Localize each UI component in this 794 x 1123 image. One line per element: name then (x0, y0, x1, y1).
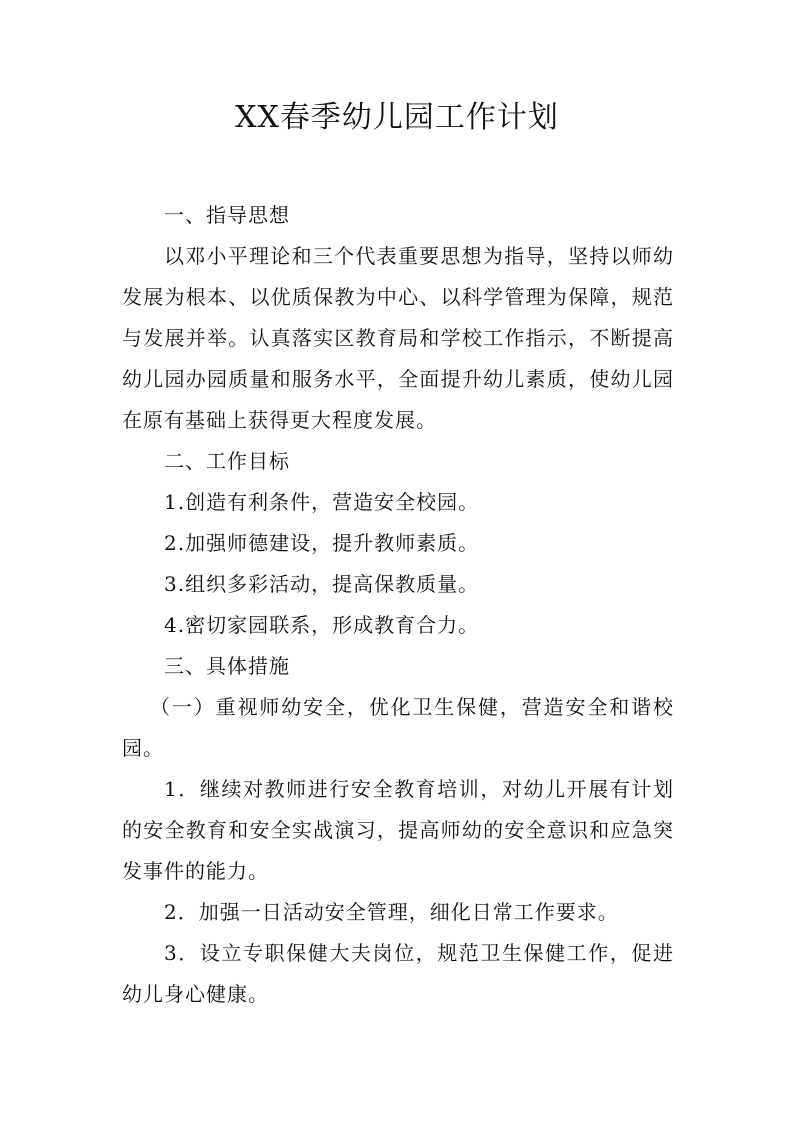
document-title: XX春季幼儿园工作计划 (235, 100, 559, 135)
section-heading-specific-measures: 三、具体措施 (164, 654, 290, 678)
goal-item: 1.创造有利条件，营造安全校园。 (164, 490, 480, 514)
goal-item: 2.加强师德建设，提升教师素质。 (164, 531, 480, 555)
goal-item: 3.组织多彩活动，提高保教质量。 (164, 572, 480, 596)
goal-item: 4.密切家园联系，形成教育合力。 (164, 613, 480, 637)
measure-paragraph: 1．继续对教师进行安全教育培训，对幼儿开展有计划的安全教育和安全实战演习，提高师幼的安全意识和应急突发事件的能力。 (122, 777, 674, 883)
section-heading-work-goals: 二、工作目标 (164, 449, 290, 473)
subsection-heading-safety: （一）重视师幼安全，优化卫生保健，营造安全和谐校园。 (122, 695, 674, 760)
section-heading-guiding-thought: 一、指导思想 (164, 203, 290, 227)
guiding-thought-paragraph: 以邓小平理论和三个代表重要思想为指导，坚持以师幼发展为根本、以优质保教为中心、以科学管理为保障，规范与发展并举。认真落实区教育局和学校工作指示，不断提高幼儿园办园质量和服务水平，全面提升幼儿素质，使幼儿园在原有基础上获得更大程度发展。 (122, 244, 674, 432)
measure-paragraph: 2．加强一日活动安全管理，细化日常工作要求。 (164, 900, 619, 924)
measure-paragraph: 3．设立专职保健大夫岗位，规范卫生保健工作，促进幼儿身心健康。 (122, 941, 674, 1006)
document-body (122, 195, 674, 1015)
